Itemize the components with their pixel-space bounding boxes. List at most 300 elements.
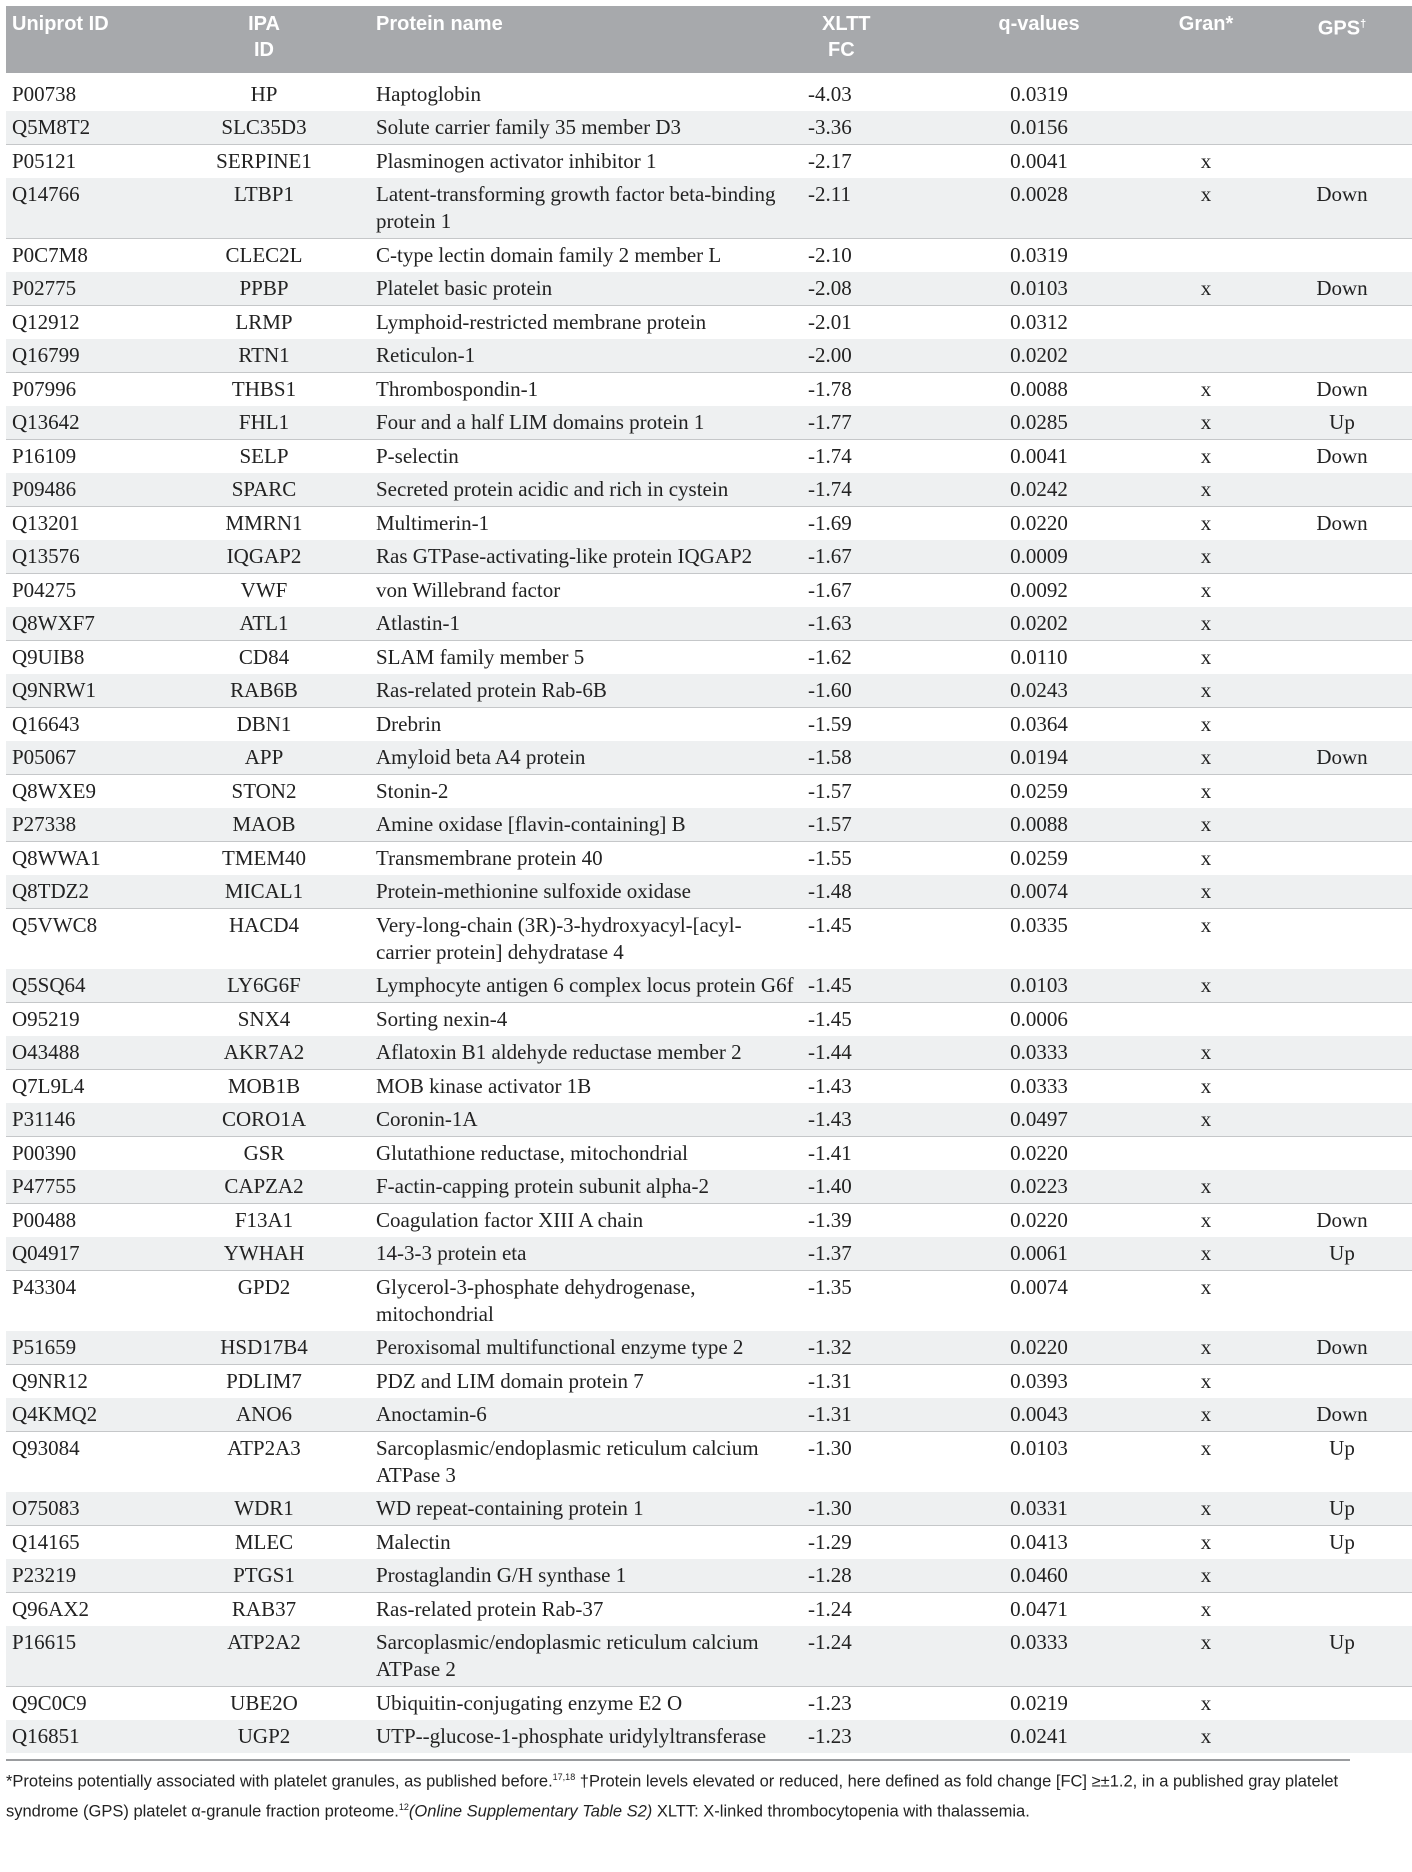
cell-q-value: 0.0088 — [938, 373, 1140, 407]
table-row — [6, 473, 1412, 507]
cell-gps — [1272, 1036, 1412, 1070]
cell-ipa-id: HSD17B4 — [158, 1331, 370, 1365]
table-row — [6, 1036, 1412, 1070]
cell-uniprot-id: Q96AX2 — [6, 1593, 158, 1627]
cell-uniprot-id: P23219 — [6, 1559, 158, 1593]
cell-ipa-id: DBN1 — [158, 708, 370, 742]
cell-uniprot-id: Q16799 — [6, 339, 158, 373]
table-row — [6, 239, 1412, 273]
cell-gran: x — [1140, 272, 1272, 306]
cell-ipa-id: LTBP1 — [158, 178, 370, 239]
cell-q-value: 0.0413 — [938, 1526, 1140, 1560]
cell-gran: x — [1140, 969, 1272, 1003]
cell-q-value: 0.0220 — [938, 1204, 1140, 1238]
cell-xltt-fc: -1.31 — [802, 1365, 938, 1399]
cell-ipa-id: MAOB — [158, 808, 370, 842]
cell-uniprot-id: Q5VWC8 — [6, 909, 158, 970]
cell-q-value: 0.0333 — [938, 1036, 1140, 1070]
cell-uniprot-id: P43304 — [6, 1271, 158, 1332]
cell-uniprot-id: O43488 — [6, 1036, 158, 1070]
cell-xltt-fc: -1.29 — [802, 1526, 938, 1560]
cell-protein-name: Ras GTPase-activating-like protein IQGAP2 — [370, 540, 802, 574]
cell-gran: x — [1140, 574, 1272, 608]
cell-xltt-fc: -2.08 — [802, 272, 938, 306]
cell-q-value: 0.0041 — [938, 145, 1140, 179]
cell-gps — [1272, 540, 1412, 574]
cell-protein-name: F-actin-capping protein subunit alpha-2 — [370, 1170, 802, 1204]
cell-uniprot-id: Q9NRW1 — [6, 674, 158, 708]
table-row — [6, 1070, 1412, 1104]
cell-protein-name: Transmembrane protein 40 — [370, 842, 802, 876]
cell-uniprot-id: Q14766 — [6, 178, 158, 239]
table-footnote — [6, 1759, 1350, 1824]
cell-protein-name: Amyloid beta A4 protein — [370, 741, 802, 775]
table-row — [6, 1003, 1412, 1037]
cell-xltt-fc: -1.41 — [802, 1137, 938, 1171]
cell-xltt-fc: -1.39 — [802, 1204, 938, 1238]
cell-ipa-id: SLC35D3 — [158, 111, 370, 145]
table-row — [6, 1492, 1412, 1526]
cell-protein-name: Lymphocyte antigen 6 complex locus protein G6f — [370, 969, 802, 1003]
table-row — [6, 574, 1412, 608]
table-row — [6, 111, 1412, 145]
cell-uniprot-id: Q8WWA1 — [6, 842, 158, 876]
cell-protein-name: Protein-methionine sulfoxide oxidase — [370, 875, 802, 909]
header-row — [6, 6, 1412, 73]
cell-gps — [1272, 73, 1412, 111]
cell-protein-name: SLAM family member 5 — [370, 641, 802, 675]
header-gps — [1272, 6, 1412, 73]
cell-ipa-id: APP — [158, 741, 370, 775]
cell-gran: x — [1140, 674, 1272, 708]
cell-protein-name: Reticulon-1 — [370, 339, 802, 373]
cell-gran — [1140, 111, 1272, 145]
cell-uniprot-id: P05067 — [6, 741, 158, 775]
cell-gran: x — [1140, 145, 1272, 179]
cell-xltt-fc: -1.30 — [802, 1492, 938, 1526]
cell-uniprot-id: Q13642 — [6, 406, 158, 440]
cell-uniprot-id: P47755 — [6, 1170, 158, 1204]
cell-xltt-fc: -1.57 — [802, 775, 938, 809]
cell-ipa-id: TMEM40 — [158, 842, 370, 876]
cell-uniprot-id: Q04917 — [6, 1237, 158, 1271]
table-page — [6, 6, 1368, 1824]
cell-xltt-fc: -1.48 — [802, 875, 938, 909]
cell-xltt-fc: -2.10 — [802, 239, 938, 273]
table-row — [6, 775, 1412, 809]
cell-xltt-fc: -1.67 — [802, 540, 938, 574]
cell-gps: Up — [1272, 406, 1412, 440]
cell-protein-name: von Willebrand factor — [370, 574, 802, 608]
cell-ipa-id: CORO1A — [158, 1103, 370, 1137]
header-uniprot-id — [6, 6, 158, 73]
table-header — [6, 6, 1412, 73]
footnote-text-1: *Proteins potentially associated with platelet granules, as published before. — [6, 1772, 553, 1791]
cell-protein-name: Platelet basic protein — [370, 272, 802, 306]
cell-gran: x — [1140, 1398, 1272, 1432]
cell-q-value: 0.0242 — [938, 473, 1140, 507]
cell-uniprot-id: P51659 — [6, 1331, 158, 1365]
table-row — [6, 641, 1412, 675]
cell-q-value: 0.0471 — [938, 1593, 1140, 1627]
cell-q-value: 0.0088 — [938, 808, 1140, 842]
cell-gran: x — [1140, 1170, 1272, 1204]
cell-gran: x — [1140, 1070, 1272, 1104]
cell-uniprot-id: P09486 — [6, 473, 158, 507]
cell-q-value: 0.0223 — [938, 1170, 1140, 1204]
cell-q-value: 0.0220 — [938, 507, 1140, 541]
cell-ipa-id: SNX4 — [158, 1003, 370, 1037]
cell-xltt-fc: -1.35 — [802, 1271, 938, 1332]
cell-ipa-id: ATP2A2 — [158, 1626, 370, 1687]
cell-gps — [1272, 969, 1412, 1003]
cell-protein-name: Peroxisomal multifunctional enzyme type 2 — [370, 1331, 802, 1365]
cell-gran: x — [1140, 1559, 1272, 1593]
table-row — [6, 909, 1412, 970]
cell-gps: Down — [1272, 741, 1412, 775]
table-row — [6, 607, 1412, 641]
cell-protein-name: C-type lectin domain family 2 member L — [370, 239, 802, 273]
cell-protein-name: Amine oxidase [flavin-containing] B — [370, 808, 802, 842]
cell-q-value: 0.0009 — [938, 540, 1140, 574]
cell-uniprot-id: P27338 — [6, 808, 158, 842]
cell-gps — [1272, 239, 1412, 273]
cell-xltt-fc: -1.57 — [802, 808, 938, 842]
cell-gps — [1272, 1137, 1412, 1171]
cell-q-value: 0.0331 — [938, 1492, 1140, 1526]
cell-ipa-id: SELP — [158, 440, 370, 474]
cell-gps — [1272, 1271, 1412, 1332]
cell-gps: Up — [1272, 1626, 1412, 1687]
cell-q-value: 0.0156 — [938, 111, 1140, 145]
cell-protein-name: 14-3-3 protein eta — [370, 1237, 802, 1271]
cell-xltt-fc: -3.36 — [802, 111, 938, 145]
cell-protein-name: Coronin-1A — [370, 1103, 802, 1137]
cell-protein-name: Ras-related protein Rab-6B — [370, 674, 802, 708]
cell-gran: x — [1140, 1103, 1272, 1137]
cell-gps — [1272, 1720, 1412, 1753]
cell-gran — [1140, 239, 1272, 273]
header-xltt-fc — [802, 6, 938, 73]
cell-ipa-id: MLEC — [158, 1526, 370, 1560]
cell-q-value: 0.0393 — [938, 1365, 1140, 1399]
cell-q-value: 0.0006 — [938, 1003, 1140, 1037]
cell-xltt-fc: -1.58 — [802, 741, 938, 775]
cell-q-value: 0.0041 — [938, 440, 1140, 474]
cell-uniprot-id: Q8TDZ2 — [6, 875, 158, 909]
cell-gran: x — [1140, 440, 1272, 474]
cell-gps — [1272, 1687, 1412, 1721]
cell-protein-name: Malectin — [370, 1526, 802, 1560]
protein-table — [6, 6, 1412, 1753]
cell-xltt-fc: -1.24 — [802, 1626, 938, 1687]
cell-xltt-fc: -2.17 — [802, 145, 938, 179]
cell-xltt-fc: -1.31 — [802, 1398, 938, 1432]
cell-xltt-fc: -1.45 — [802, 1003, 938, 1037]
cell-xltt-fc: -1.32 — [802, 1331, 938, 1365]
cell-gps — [1272, 145, 1412, 179]
cell-ipa-id: CD84 — [158, 641, 370, 675]
cell-q-value: 0.0103 — [938, 1432, 1140, 1493]
cell-xltt-fc: -1.43 — [802, 1070, 938, 1104]
cell-gran: x — [1140, 909, 1272, 970]
table-row — [6, 1593, 1412, 1627]
cell-xltt-fc: -2.11 — [802, 178, 938, 239]
header-gran-label: Gran* — [1178, 13, 1234, 35]
cell-q-value: 0.0092 — [938, 574, 1140, 608]
cell-ipa-id: YWHAH — [158, 1237, 370, 1271]
cell-q-value: 0.0259 — [938, 775, 1140, 809]
cell-gran: x — [1140, 373, 1272, 407]
table-row — [6, 1137, 1412, 1171]
cell-gran: x — [1140, 1204, 1272, 1238]
cell-gran: x — [1140, 1271, 1272, 1332]
cell-gran: x — [1140, 1687, 1272, 1721]
cell-ipa-id: CLEC2L — [158, 239, 370, 273]
cell-ipa-id: PPBP — [158, 272, 370, 306]
cell-q-value: 0.0312 — [938, 306, 1140, 340]
cell-xltt-fc: -1.23 — [802, 1687, 938, 1721]
cell-gps — [1272, 1365, 1412, 1399]
table-row — [6, 875, 1412, 909]
table-row — [6, 708, 1412, 742]
header-ipa-id — [158, 6, 370, 73]
cell-uniprot-id: Q93084 — [6, 1432, 158, 1493]
cell-gran: x — [1140, 808, 1272, 842]
cell-q-value: 0.0241 — [938, 1720, 1140, 1753]
cell-q-value: 0.0202 — [938, 339, 1140, 373]
cell-xltt-fc: -1.45 — [802, 909, 938, 970]
cell-gran: x — [1140, 875, 1272, 909]
table-row — [6, 674, 1412, 708]
cell-q-value: 0.0103 — [938, 969, 1140, 1003]
cell-q-value: 0.0194 — [938, 741, 1140, 775]
cell-gran: x — [1140, 641, 1272, 675]
cell-gps — [1272, 1559, 1412, 1593]
cell-gran: x — [1140, 1720, 1272, 1753]
cell-ipa-id: F13A1 — [158, 1204, 370, 1238]
cell-uniprot-id: Q12912 — [6, 306, 158, 340]
cell-gran: x — [1140, 540, 1272, 574]
cell-protein-name: Ras-related protein Rab-37 — [370, 1593, 802, 1627]
cell-gran: x — [1140, 406, 1272, 440]
cell-gps — [1272, 674, 1412, 708]
cell-xltt-fc: -1.60 — [802, 674, 938, 708]
cell-uniprot-id: O95219 — [6, 1003, 158, 1037]
cell-q-value: 0.0319 — [938, 73, 1140, 111]
footnote-text-3: XLTT: X-linked thrombocytopenia with thalassemia. — [652, 1802, 1030, 1820]
cell-gran: x — [1140, 1036, 1272, 1070]
cell-gps: Down — [1272, 507, 1412, 541]
cell-ipa-id: RAB37 — [158, 1593, 370, 1627]
cell-gps — [1272, 909, 1412, 970]
cell-xltt-fc: -1.78 — [802, 373, 938, 407]
cell-uniprot-id: Q8WXF7 — [6, 607, 158, 641]
cell-xltt-fc: -1.74 — [802, 473, 938, 507]
cell-q-value: 0.0364 — [938, 708, 1140, 742]
cell-gps — [1272, 1170, 1412, 1204]
cell-q-value: 0.0074 — [938, 875, 1140, 909]
cell-uniprot-id: O75083 — [6, 1492, 158, 1526]
cell-gps — [1272, 473, 1412, 507]
cell-protein-name: Very-long-chain (3R)-3-hydroxyacyl-[acyl-carrier protein] dehydratase 4 — [370, 909, 802, 970]
cell-protein-name: Glutathione reductase, mitochondrial — [370, 1137, 802, 1171]
cell-protein-name: Haptoglobin — [370, 73, 802, 111]
cell-protein-name: MOB kinase activator 1B — [370, 1070, 802, 1104]
cell-gran: x — [1140, 741, 1272, 775]
cell-uniprot-id: P00390 — [6, 1137, 158, 1171]
cell-ipa-id: CAPZA2 — [158, 1170, 370, 1204]
cell-protein-name: Sarcoplasmic/endoplasmic reticulum calcium ATPase 2 — [370, 1626, 802, 1687]
cell-q-value: 0.0061 — [938, 1237, 1140, 1271]
cell-gran: x — [1140, 1626, 1272, 1687]
cell-xltt-fc: -2.00 — [802, 339, 938, 373]
cell-q-value: 0.0319 — [938, 239, 1140, 273]
table-row — [6, 1626, 1412, 1687]
cell-protein-name: Plasminogen activator inhibitor 1 — [370, 145, 802, 179]
cell-q-value: 0.0219 — [938, 1687, 1140, 1721]
cell-xltt-fc: -1.74 — [802, 440, 938, 474]
cell-xltt-fc: -1.59 — [802, 708, 938, 742]
cell-protein-name: Multimerin-1 — [370, 507, 802, 541]
table-row — [6, 406, 1412, 440]
table-row — [6, 440, 1412, 474]
header-ipa-id-line1: IPA — [248, 13, 280, 35]
cell-protein-name: Aflatoxin B1 aldehyde reductase member 2 — [370, 1036, 802, 1070]
cell-gran: x — [1140, 178, 1272, 239]
cell-ipa-id: THBS1 — [158, 373, 370, 407]
cell-gps — [1272, 574, 1412, 608]
header-xltt-fc-line2: FC — [828, 39, 855, 61]
header-protein-name-label: Protein name — [376, 13, 503, 35]
cell-uniprot-id: P07996 — [6, 373, 158, 407]
table-row — [6, 842, 1412, 876]
table-row — [6, 1331, 1412, 1365]
cell-gps — [1272, 339, 1412, 373]
cell-gran: x — [1140, 1492, 1272, 1526]
cell-protein-name: UTP--glucose-1-phosphate uridylyltransferase — [370, 1720, 802, 1753]
cell-q-value: 0.0497 — [938, 1103, 1140, 1137]
table-row — [6, 741, 1412, 775]
table-row — [6, 73, 1412, 111]
footnote-ref-2: 12 — [398, 1801, 409, 1812]
cell-gran: x — [1140, 1237, 1272, 1271]
cell-gps — [1272, 1003, 1412, 1037]
cell-gps — [1272, 775, 1412, 809]
cell-ipa-id: SPARC — [158, 473, 370, 507]
table-row — [6, 1432, 1412, 1493]
cell-gran — [1140, 73, 1272, 111]
cell-protein-name: Atlastin-1 — [370, 607, 802, 641]
cell-uniprot-id: Q5SQ64 — [6, 969, 158, 1003]
cell-uniprot-id: P00488 — [6, 1204, 158, 1238]
cell-q-value: 0.0220 — [938, 1137, 1140, 1171]
cell-xltt-fc: -1.44 — [802, 1036, 938, 1070]
cell-ipa-id: UBE2O — [158, 1687, 370, 1721]
cell-q-value: 0.0243 — [938, 674, 1140, 708]
table-row — [6, 1170, 1412, 1204]
cell-ipa-id: UGP2 — [158, 1720, 370, 1753]
cell-gps: Down — [1272, 178, 1412, 239]
cell-uniprot-id: Q9C0C9 — [6, 1687, 158, 1721]
cell-uniprot-id: Q7L9L4 — [6, 1070, 158, 1104]
cell-xltt-fc: -1.63 — [802, 607, 938, 641]
cell-xltt-fc: -1.24 — [802, 1593, 938, 1627]
cell-protein-name: PDZ and LIM domain protein 7 — [370, 1365, 802, 1399]
cell-uniprot-id: P0C7M8 — [6, 239, 158, 273]
cell-uniprot-id: Q8WXE9 — [6, 775, 158, 809]
cell-gps — [1272, 641, 1412, 675]
table-row — [6, 1559, 1412, 1593]
table-row — [6, 1720, 1412, 1753]
cell-uniprot-id: Q5M8T2 — [6, 111, 158, 145]
cell-ipa-id: MICAL1 — [158, 875, 370, 909]
cell-q-value: 0.0074 — [938, 1271, 1140, 1332]
cell-gran: x — [1140, 607, 1272, 641]
cell-gps: Up — [1272, 1237, 1412, 1271]
table-row — [6, 1398, 1412, 1432]
table-row — [6, 1687, 1412, 1721]
cell-protein-name: Anoctamin-6 — [370, 1398, 802, 1432]
header-protein-name — [370, 6, 802, 73]
cell-q-value: 0.0202 — [938, 607, 1140, 641]
cell-q-value: 0.0220 — [938, 1331, 1140, 1365]
cell-protein-name: P-selectin — [370, 440, 802, 474]
cell-gps: Down — [1272, 373, 1412, 407]
cell-protein-name: Drebrin — [370, 708, 802, 742]
cell-uniprot-id: Q9UIB8 — [6, 641, 158, 675]
header-gran — [1140, 6, 1272, 73]
table-row — [6, 808, 1412, 842]
cell-xltt-fc: -1.23 — [802, 1720, 938, 1753]
header-q-values-label: q-values — [998, 13, 1080, 35]
cell-protein-name: Sorting nexin-4 — [370, 1003, 802, 1037]
cell-protein-name: Secreted protein acidic and rich in cystein — [370, 473, 802, 507]
cell-uniprot-id: Q16851 — [6, 1720, 158, 1753]
cell-protein-name: Thrombospondin-1 — [370, 373, 802, 407]
cell-uniprot-id: Q14165 — [6, 1526, 158, 1560]
cell-gran: x — [1140, 842, 1272, 876]
cell-ipa-id: RTN1 — [158, 339, 370, 373]
footnote-supplementary-ref: (Online Supplementary Table S2) — [408, 1802, 653, 1820]
table-row — [6, 1237, 1412, 1271]
cell-ipa-id: PTGS1 — [158, 1559, 370, 1593]
cell-uniprot-id: P00738 — [6, 73, 158, 111]
table-row — [6, 306, 1412, 340]
cell-uniprot-id: P02775 — [6, 272, 158, 306]
cell-ipa-id: SERPINE1 — [158, 145, 370, 179]
cell-uniprot-id: P31146 — [6, 1103, 158, 1137]
cell-gps: Down — [1272, 1398, 1412, 1432]
cell-xltt-fc: -1.37 — [802, 1237, 938, 1271]
cell-q-value: 0.0333 — [938, 1070, 1140, 1104]
cell-q-value: 0.0103 — [938, 272, 1140, 306]
cell-protein-name: Solute carrier family 35 member D3 — [370, 111, 802, 145]
table-body — [6, 73, 1412, 1753]
cell-xltt-fc: -1.69 — [802, 507, 938, 541]
cell-protein-name: WD repeat-containing protein 1 — [370, 1492, 802, 1526]
footnote-text-2: †Protein levels elevated or reduced, here defined as fold change [FC] ≥±1.2, in a published gray platelet syndrome (GPS) platelet α-granule fraction proteome. — [6, 1772, 1339, 1820]
cell-ipa-id: IQGAP2 — [158, 540, 370, 574]
cell-ipa-id: FHL1 — [158, 406, 370, 440]
cell-uniprot-id: Q13576 — [6, 540, 158, 574]
table-row — [6, 540, 1412, 574]
cell-protein-name: Stonin-2 — [370, 775, 802, 809]
cell-q-value: 0.0460 — [938, 1559, 1140, 1593]
cell-gps — [1272, 1103, 1412, 1137]
header-gps-label: GPS — [1317, 17, 1361, 40]
cell-gps — [1272, 111, 1412, 145]
